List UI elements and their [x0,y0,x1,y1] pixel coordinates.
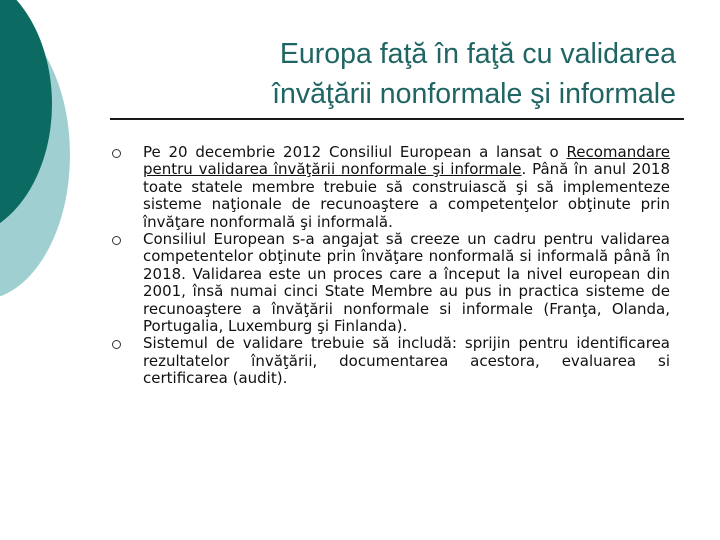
bullet-item-1 [112,144,670,231]
bullet-circle-icon [112,236,121,245]
slide-title [116,34,676,114]
bullet-1-tail: . Până în anul 2018 toate statele membre trebuie să construiască şi să implementeze sisteme naţionale de recunoaştere a competenţelor obţinute prin învăţare nonformală şi informală. [143,160,670,231]
bullet-list [112,144,670,388]
recommendation-link[interactable]: Recomandare pentru validarea învăţării nonformale şi informale [143,143,670,179]
bullet-circle-icon [112,149,121,158]
slide-title-line-2: învăţării nonformale şi informale [272,78,676,110]
bullet-1-lead: Pe 20 decembrie 2012 Consiliul European a lansat o [143,143,567,161]
bullet-item-3 [112,335,670,387]
bullet-circle-icon [112,340,121,349]
slide-title-line-1: Europa faţă în faţă cu validarea [279,38,676,70]
bullet-3-text: Sistemul de validare trebuie să includă: sprijin pentru identificarea rezultatelor învăţării, documentarea acestora, evaluarea si certificarea (audit). [143,334,670,388]
bullet-item-2 [112,231,670,335]
bullet-2-text: Consiliul European s-a angajat să creeze un cadru pentru validarea competentelor obţinute prin învăţare nonformală si informală până în 2018. Validarea este un proces care a început la nivel european din 2001, însă numai cinci State Membre au pus in practica sisteme de recunoaştere a învăţării nonformale si informale (Franţa, Olanda, Portugalia, Luxemburg şi Finlanda). [143,230,670,336]
title-divider [110,118,684,120]
